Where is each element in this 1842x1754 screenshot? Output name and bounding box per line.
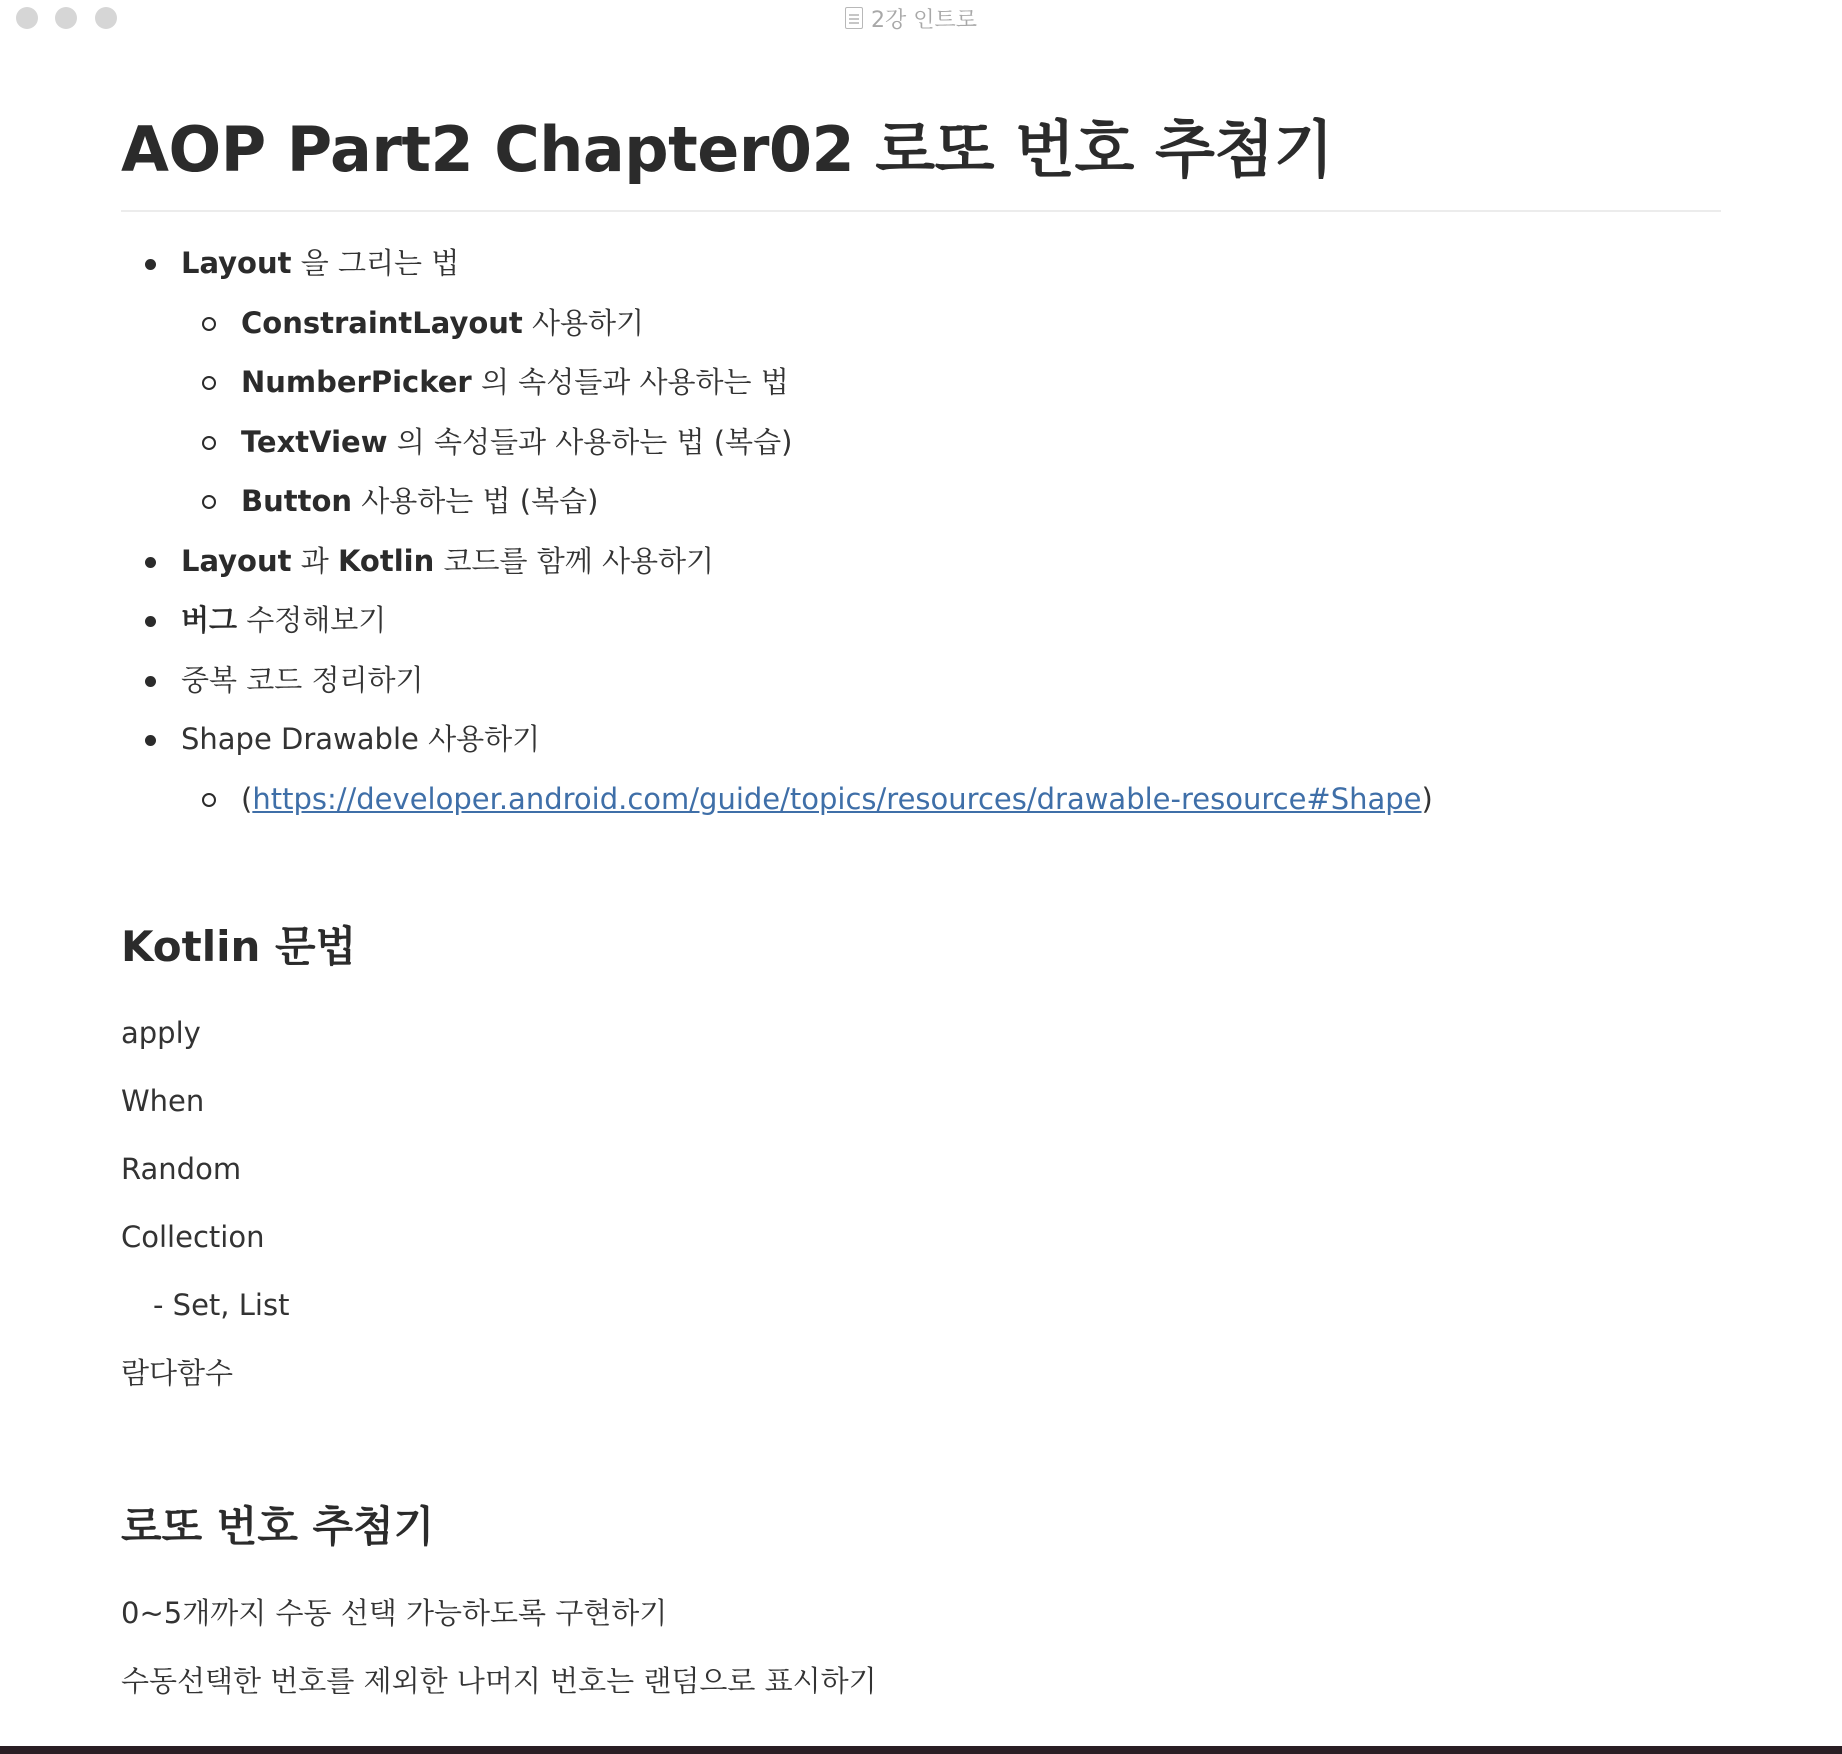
spacer — [121, 829, 1721, 917]
item-text: 과 — [291, 543, 338, 578]
close-window-button[interactable] — [16, 7, 38, 29]
item-bold-text: Layout — [181, 543, 292, 578]
sub-list-item — [181, 770, 1721, 830]
list-item — [121, 234, 1721, 532]
paren-close: ) — [1421, 781, 1433, 816]
title-divider — [121, 210, 1721, 212]
kotlin-topic: apply — [121, 1016, 201, 1050]
window-titlebar — [0, 0, 1842, 36]
lotto-section-heading: 로또 번호 추첨기 — [121, 1502, 435, 1551]
kotlin-topic: Collection — [121, 1220, 265, 1254]
kotlin-section-heading: Kotlin 문법 — [121, 922, 357, 971]
item-bold-text: Layout — [181, 246, 292, 280]
lotto-requirement: 수동선택한 번호를 제외한 나머지 번호는 랜덤으로 표시하기 — [121, 1664, 877, 1698]
sub-list — [181, 294, 1721, 532]
spacer — [121, 1407, 1721, 1497]
item-bold-text: Kotlin — [337, 543, 435, 578]
item-text: 을 그리는 법 — [291, 246, 460, 280]
list-item — [121, 532, 1721, 592]
item-text: 코드를 함께 사용하기 — [434, 543, 715, 578]
item-bold-text: NumberPicker — [241, 365, 472, 399]
list-item — [121, 591, 1721, 651]
page-title: AOP Part2 Chapter02 로또 번호 추첨기 — [121, 113, 1334, 186]
spacer — [121, 977, 1721, 999]
item-text: 사용하는 법 (복습) — [352, 484, 599, 518]
item-text: 사용하기 — [522, 305, 645, 340]
sub-list-item — [181, 472, 1721, 532]
item-text: 중복 코드 정리하기 — [181, 662, 424, 697]
spacer — [121, 1557, 1721, 1579]
kotlin-topic: When — [121, 1084, 205, 1118]
list-item — [121, 710, 1721, 829]
item-text: 수정해보기 — [237, 603, 387, 637]
window-title-text: 2강 인트로 — [871, 7, 977, 33]
sub-list-item — [181, 294, 1721, 354]
zoom-window-button[interactable] — [95, 7, 117, 29]
item-bold-text: Button — [241, 484, 353, 518]
kotlin-topic: - Set, List — [153, 1288, 290, 1322]
android-shape-doc-link[interactable]: https://developer.android.com/guide/topics/resources/drawable-resource#Shape — [252, 781, 1422, 816]
paren-open: ( — [241, 781, 253, 816]
minimize-window-button[interactable] — [55, 7, 77, 29]
document-icon — [845, 7, 863, 29]
item-text: Shape Drawable 사용하기 — [181, 722, 541, 756]
item-bold-text: 버그 — [181, 603, 238, 637]
item-text: 의 속성들과 사용하는 법 — [471, 365, 789, 399]
topic-list — [121, 234, 1721, 829]
kotlin-topic: 람다함수 — [121, 1356, 234, 1390]
list-item — [121, 651, 1721, 711]
window-title — [845, 2, 977, 34]
item-bold-text: ConstraintLayout — [241, 305, 523, 340]
kotlin-topic: Random — [121, 1152, 242, 1186]
sub-list-item — [181, 353, 1721, 413]
page-content — [121, 100, 1721, 1715]
sub-list — [181, 770, 1721, 830]
item-bold-text: TextView — [241, 424, 388, 459]
sub-list-item — [181, 413, 1721, 473]
lotto-requirement: 0~5개까지 수동 선택 가능하도록 구현하기 — [121, 1596, 668, 1630]
item-text: 의 속성들과 사용하는 법 (복습) — [387, 424, 793, 459]
